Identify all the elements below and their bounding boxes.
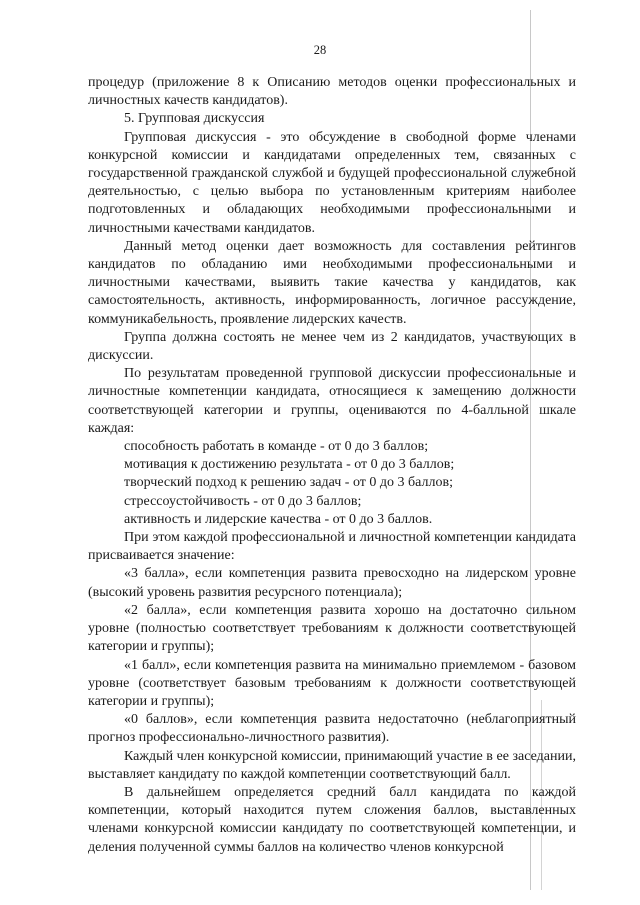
paragraph: При этом каждой профессиональной и личностной компетенции кандидата присваивается значение: — [88, 530, 576, 564]
paragraph: По результатам проведенной групповой дискуссии профессиональные и личностные компетенции кандидата, относящиеся к замещению должности соответствующей категории и группы, оцениваются по 4-балльной шкале каждая: — [88, 366, 576, 436]
list-item: мотивация к достижению результата - от 0 до 3 баллов; — [124, 457, 455, 473]
paragraph: В дальнейшем определяется средний балл кандидата по каждой компетенции, который находится путем сложения баллов, выставленных членами конкурсной комиссии кандидату по соответствующей компетенции, и деления полученной суммы баллов на количество членов конкурсной — [88, 784, 576, 855]
paragraph: «3 балла», если компетенция развита превосходно на лидерском уровне (высокий уровень развития ресурсного потенциала); — [88, 566, 576, 600]
section-heading: 5. Групповая дискуссия — [124, 111, 265, 127]
list-item: стрессоустойчивость - от 0 до 3 баллов; — [124, 493, 362, 509]
page-number: 28 — [313, 43, 327, 57]
list-item: способность работать в команде - от 0 до 3 баллов; — [124, 439, 429, 455]
paragraph: Каждый член конкурсной комиссии, принимающий участие в ее заседании, выставляет кандидату по каждой компетенции соответствующий балл. — [88, 748, 576, 782]
paragraph: «0 баллов», если компетенция развита недостаточно (неблагоприятный прогноз профессионально-личностного развития). — [88, 712, 576, 746]
paragraph: «2 балла», если компетенция развита хорошо на достаточно сильном уровне (полностью соответствует требованиям к должности соответствующей категории и группы); — [88, 602, 576, 655]
paragraph-continuation: процедур (приложение 8 к Описанию методов оценки профессиональных и личностных качеств кандидатов). — [88, 75, 576, 109]
paragraph: Групповая дискуссия - это обсуждение в свободной форме членами конкурсной комиссии и кандидатами определенных тем, связанных с государственной гражданской службой и будущей профессиональной служебной деятельностью, с целью выбора по установленным критериям наиболее подготовленных и обладающих необходимыми профессиональными и личностными качествами кандидатов. — [88, 129, 576, 236]
paragraph: Данный метод оценки дает возможность для составления рейтингов кандидатов по обладанию ими необходимыми профессиональными и личностными качествами, выявить такие качества у кандидатов, как самостоятельность, активность, информированность, логичное рассуждение, коммуникабельность, проявление лидерских качеств. — [88, 238, 576, 327]
list-item: активность и лидерские качества - от 0 до 3 баллов. — [124, 511, 433, 527]
paragraph: Группа должна состоять не менее чем из 2 кандидатов, участвующих в дискуссии. — [88, 329, 576, 364]
paragraph: «1 балл», если компетенция развита на минимально приемлемом - базовом уровне (соответствует базовым требованиям к должности соответствующей категории и группы); — [88, 657, 576, 709]
list-item: творческий подход к решению задач - от 0 до 3 баллов; — [124, 475, 453, 491]
document-body — [88, 74, 576, 857]
